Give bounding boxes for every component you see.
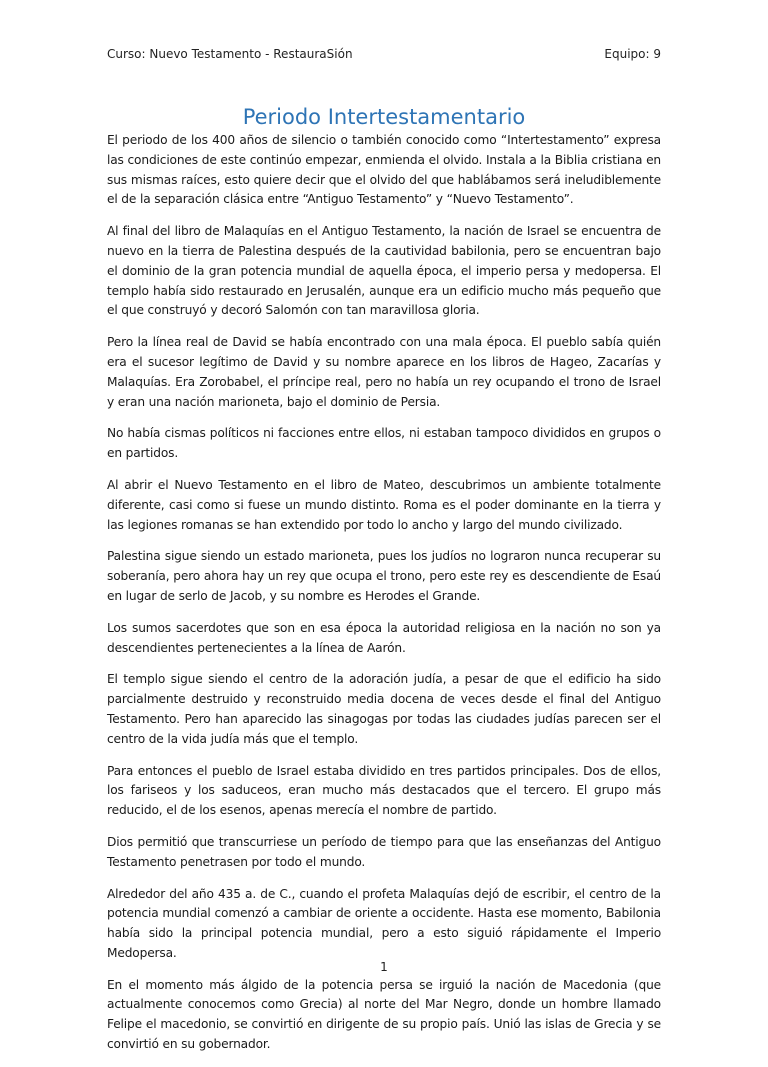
page-header	[107, 47, 661, 65]
page-number: 1	[380, 960, 388, 974]
paragraph: Dios permitió que transcurriese un período de tiempo para que las enseñanzas del Antiguo Testamento penetrasen por todo el mundo.	[107, 834, 661, 869]
document-title: Periodo Intertestamentario	[242, 105, 526, 129]
paragraph: Al abrir el Nuevo Testamento en el libro de Mateo, descubrimos un ambiente totalmente diferente, casi como si fuese un mundo distinto. Roma es el poder dominante en la tierra y las legiones romanas se han extendido por todo lo ancho y largo del mundo civilizado.	[107, 477, 661, 532]
paragraph: El periodo de los 400 años de silencio o también conocido como “Intertestamento” expresa las condiciones de este continúo empezar, enmienda el olvido. Instala a la Biblia cristiana en sus mismas raíces, esto quiere decir que el olvido del que hablábamos será ineludiblemente el de la separación clásica entre “Antiguo Testamento” y “Nuevo Testamento”.	[107, 133, 661, 207]
paragraph: No había cismas políticos ni facciones entre ellos, ni estaban tampoco divididos en grupos o en partidos.	[107, 426, 661, 461]
course-name: Curso: Nuevo Testamento - RestauraSión	[107, 47, 353, 61]
paragraph: Para entonces el pueblo de Israel estaba dividido en tres partidos principales. Dos de ellos, los fariseos y los saduceos, eran mucho más destacados que el tercero. El grupo más reducido, el de los esenos, apenas merecía el nombre de partido.	[107, 763, 661, 818]
paragraph: Los sumos sacerdotes que son en esa época la autoridad religiosa en la nación no son ya descendientes pertenecientes a la línea de Aarón.	[107, 620, 661, 655]
document-body	[107, 131, 661, 1067]
paragraph: En el momento más álgido de la potencia persa se irguió la nación de Macedonia (que actualmente conocemos como Grecia) al norte del Mar Negro, donde un hombre llamado Felipe el macedonio, se convirtió en dirigente de su propio país. Unió las islas de Grecia y se convirtió en su gobernador.	[107, 977, 661, 1052]
paragraph: Al final del libro de Malaquías en el Antiguo Testamento, la nación de Israel se encuentra de nuevo en la tierra de Palestina después de la cautividad babilonia, pero se encuentran bajo el dominio de la gran potencia mundial de aquella época, el imperio persa y medopersa. El templo había sido restaurado en Jerusalén, aunque era un edificio mucho más pequeño que el que construyó y decoró Salomón con tan maravillosa gloria.	[107, 224, 661, 318]
paragraph: Alrededor del año 435 a. de C., cuando el profeta Malaquías dejó de escribir, el centro de la potencia mundial comenzó a cambiar de oriente a occidente. Hasta ese momento, Babilonia había sido la principal potencia mundial, pero a esto siguió rápidamente el Imperio Medopersa.	[107, 886, 661, 960]
team-label: Equipo: 9	[604, 47, 661, 61]
paragraph: Palestina sigue siendo un estado marioneta, pues los judíos no lograron nunca recuperar su soberanía, pero ahora hay un rey que ocupa el trono, pero este rey es descendiente de Esaú en lugar de serlo de Jacob, y su nombre es Herodes el Grande.	[107, 549, 661, 603]
paragraph: El templo sigue siendo el centro de la adoración judía, a pesar de que el edificio ha sido parcialmente destruido y reconstruido media docena de veces desde el final del Antiguo Testamento. Pero han aparecido las sinagogas por todas las ciudades judías parecen ser el centro de la vida judía más que el templo.	[107, 672, 661, 746]
paragraph: Pero la línea real de David se había encontrado con una mala época. El pueblo sabía quién era el sucesor legítimo de David y su nombre aparece en los libros de Hageo, Zacarías y Malaquías. Era Zorobabel, el príncipe real, pero no había un rey ocupando el trono de Israel y eran una nación marioneta, bajo el dominio de Persia.	[107, 335, 661, 409]
